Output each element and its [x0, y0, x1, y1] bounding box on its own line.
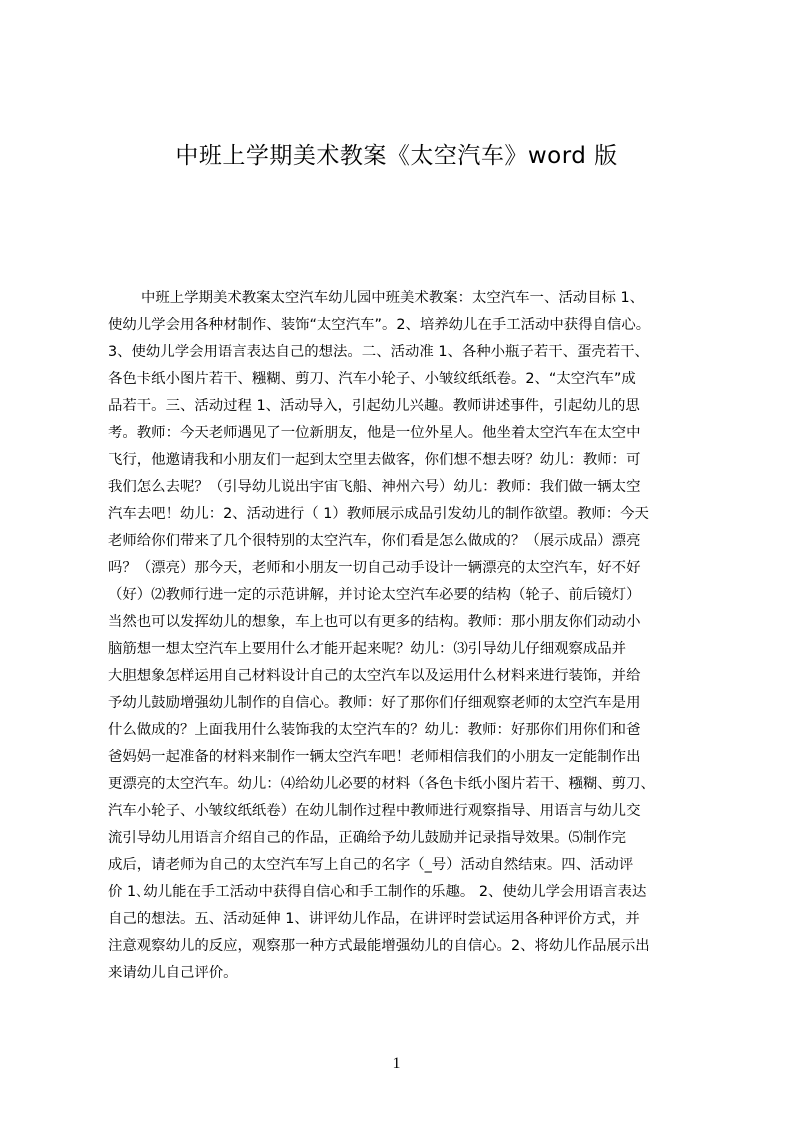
document-body: [108, 285, 696, 1005]
body-line: 价 1､幼儿能在手工活动中获得自信心和手工制作的乐趣。 2、使幼儿学会用语言表达: [108, 884, 647, 900]
body-line: 爸妈妈一起准备的材料来制作一辆太空汽车吧！老师相信我们的小朋友一定能制作出: [108, 749, 641, 765]
body-line: 自己的想法。五、活动延伸 1、讲评幼儿作品，在讲评时尝试运用各种评价方式，并: [108, 911, 640, 927]
page-number: 1: [392, 1055, 401, 1072]
body-line: 飞行，他邀请我和小朋友们一起到太空里去做客，你们想不想去呀？幼儿：教师：可: [108, 452, 641, 468]
body-line: （好）⑵教师行进一定的示范讲解，并讨论太空汽车必要的结构（轮子、前后镜灯）: [108, 587, 641, 603]
body-line: 考。教师：今天老师遇见了一位新朋友，他是一位外星人。他坐着太空汽车在太空中: [108, 425, 641, 441]
body-line: 品若干。三、活动过程 1、活动导入，引起幼儿兴趣。教师讲述事件，引起幼儿的思: [108, 398, 640, 414]
body-line: 中班上学期美术教案太空汽车幼儿园中班美术教案：太空汽车一、活动目标 1、: [141, 290, 645, 306]
body-line: 流引导幼儿用语言介绍自己的作品，正确给予幼儿鼓励并记录指导效果。⑸制作完: [108, 830, 627, 846]
body-line: 更漂亮的太空汽车。幼儿：⑷给幼儿必要的材料（各色卡纸小图片若干、糨糊、剪刀、: [108, 776, 655, 792]
body-line: 使幼儿学会用各种材制作、装饰“太空汽车”。2、培养幼儿在手工活动中获得自信心。: [108, 317, 651, 333]
document-title: 中班上学期美术教案《太空汽车》word 版: [175, 143, 618, 169]
body-line: 当然也可以发挥幼儿的想象，车上也可以有更多的结构。教师：那小朋友你们动动小: [108, 614, 641, 630]
body-line: 脑筋想一想太空汽车上要用什么才能开起来呢？幼儿：⑶引导幼儿仔细观察成品并: [108, 641, 627, 657]
body-line: 予幼儿鼓励增强幼儿制作的自信心。教师：好了那你们仔细观察老师的太空汽车是用: [108, 695, 641, 711]
body-line: 大胆想象怎样运用自己材料设计自己的太空汽车以及运用什么材料来进行装饰，并给: [108, 668, 641, 684]
body-line: 什么做成的？上面我用什么装饰我的太空汽车的？幼儿：教师：好那你们用你们和爸: [108, 722, 641, 738]
body-line: 汽车小轮子、小皱纹纸纸卷）在幼儿制作过程中教师进行观察指导、用语言与幼儿交: [108, 803, 641, 819]
body-line: 成后，请老师为自己的太空汽车写上自己的名字（_号）活动自然结束。四、活动评: [108, 857, 634, 873]
body-line: 3、使幼儿学会用语言表达自己的想法。二、活动准 1、各种小瓶子若干、蛋壳若干、: [108, 344, 649, 360]
body-line: 来请幼儿自己评价。: [108, 965, 238, 981]
body-line: 吗？（漂亮）那今天，老师和小朋友一切自己动手设计一辆漂亮的太空汽车，好不好: [108, 560, 641, 576]
body-line: 各色卡纸小图片若干、糨糊、剪刀、汽车小轮子、小皱纹纸纸卷。2、“太空汽车”成: [108, 371, 636, 387]
body-line: 我们怎么去呢？（引导幼儿说出宇宙飞船、神州六号）幼儿：教师：我们做一辆太空: [108, 479, 641, 495]
body-line: 汽车去吧！幼儿：2、活动进行（ 1）教师展示成品引发幼儿的制作欲望。教师：今天: [108, 506, 649, 522]
body-line: 注意观察幼儿的反应，观察那一种方式最能增强幼儿的自信心。2、将幼儿作品展示出: [108, 938, 650, 954]
body-line: 老师给你们带来了几个很特别的太空汽车，你们看是怎么做成的？（展示成品）漂亮: [108, 533, 641, 549]
